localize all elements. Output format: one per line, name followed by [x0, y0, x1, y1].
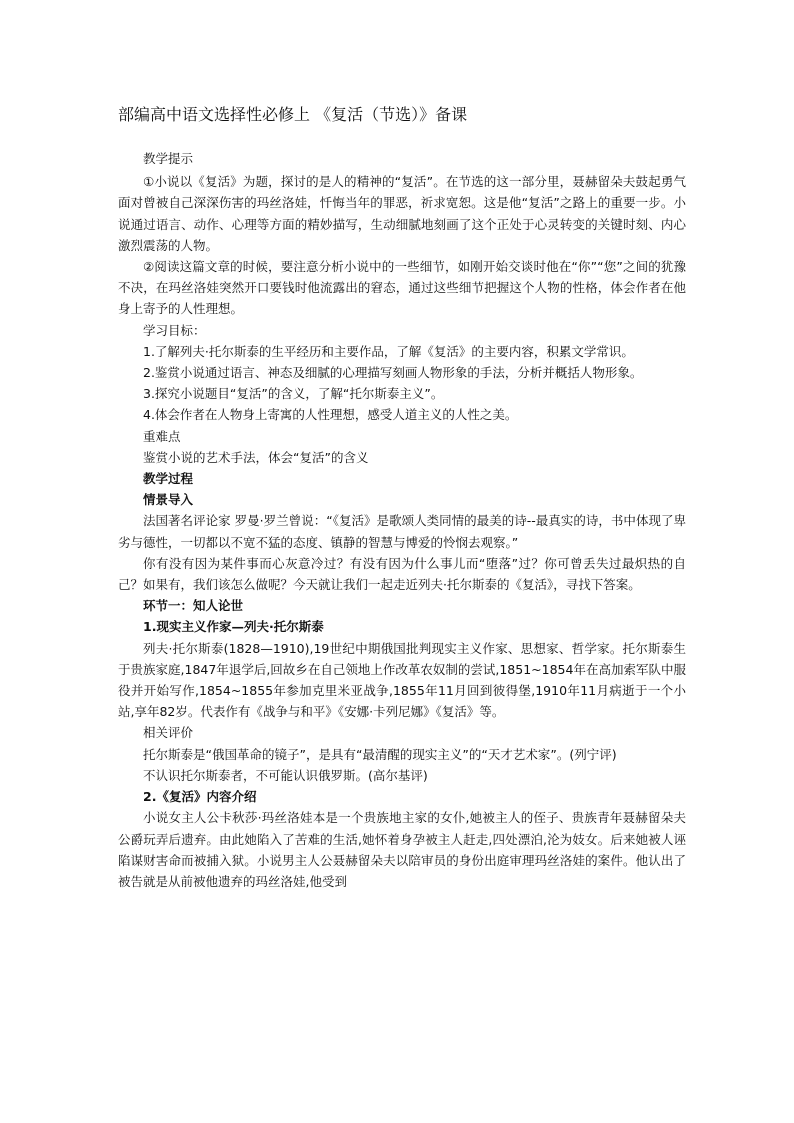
section-label-goals: 学习目标： — [143, 322, 206, 338]
goal-item-1: 1.了解列夫·托尔斯泰的生平经历和主要作品，了解《复活》的主要内容，积累文学常识。 — [143, 343, 634, 359]
tip-paragraph-1: ①小说以《复活》为题，探讨的是人的精神的“复活”。在节选的这一部分里，聂赫留朵夫鼓起勇气面对曾被自己深深伤害的玛丝洛娃，忏悔当年的罪恶，祈求宽恕。这是他“复活”之路上的重要一步。小说通过语言、动作、心理等方面的精妙描写，生动细腻地刻画了这个正处于心灵转变的关键时刻、内心激烈震荡的人物。 — [118, 174, 686, 253]
goal-item-3: 3.探究小说题目“复活”的含义，了解“托尔斯泰主义”。 — [143, 386, 444, 402]
section-label-intro: 情景导入 — [143, 492, 194, 508]
review-paragraph-2: 不认识托尔斯泰者，不可能认识俄罗斯。(高尔基评) — [143, 767, 428, 783]
intro-paragraph-2: 你有没有因为某件事而心灰意冷过？有没有因为什么事儿而“堕落”过？你可曾丢失过最炽热的自己？如果有，我们该怎么做呢？今天就让我们一起走近列夫·托尔斯泰的《复活》，寻找下答案。 — [118, 555, 686, 593]
author-paragraph: 列夫·托尔斯泰(1828—1910),19世纪中期俄国批判现实主义作家、思想家、哲学家。托尔斯泰生于贵族家庭,1847年退学后,回故乡在自己领地上作改革农奴制的尝试,1851~1854年在高加索军队中服役并开始写作,1854~1855年参加克里米亚战争,1855年11月回到彼得堡,1910年11月病逝于一个小站,享年82岁。代表作有《战争与和平》《安娜·卡列尼娜》《复活》等。 — [118, 640, 686, 720]
goal-item-2: 2.鉴赏小说通过语言、神态及细腻的心理描写刻画人物形象的手法，分析并概括人物形象。 — [143, 365, 643, 381]
tip-paragraph-2: ②阅读这篇文章的时候，要注意分析小说中的一些细节，如刚开始交谈时他在“你”“您”之间的犹豫不决，在玛丝洛娃突然开口要钱时他流露出的窘态，通过这些细节把握这个人物的性格，体会作者在他身上寄予的人性理想。 — [118, 259, 686, 317]
section-label-process: 教学过程 — [143, 471, 194, 487]
page-title: 部编高中语文选择性必修上 《复活（节选）》备课 — [118, 105, 468, 124]
review-paragraph-1: 托尔斯泰是“俄国革命的镜子”，是具有“最清醒的现实主义”的“天才艺术家”。(列宁评) — [143, 746, 617, 762]
author-heading: 1.现实主义作家—列夫·托尔斯泰 — [143, 619, 324, 635]
section-label-key: 重难点 — [143, 428, 181, 444]
section-label-step1: 环节一：知人论世 — [143, 598, 244, 614]
document-body — [118, 148, 686, 892]
intro-paragraph-1: 法国著名评论家 罗曼·罗兰曾说：“《复活》是歌颂人类同情的最美的诗--最真实的诗，书中体现了卑劣与德性，一切都以不宽不猛的态度、镇静的智慧与博爱的怜悯去观察。” — [118, 513, 686, 550]
content-paragraph: 小说女主人公卡秋莎·玛丝洛娃本是一个贵族地主家的女仆,她被主人的侄子、贵族青年聂赫留朵夫公爵玩弄后遗弃。由此她陷入了苦难的生活,她怀着身孕被主人赶走,四处漂泊,沦为妓女。后来她被人诬陷谋财害命而被捕入狱。小说男主人公聂赫留朵夫以陪审员的身份出庭审理玛丝洛娃的案件。他认出了被告就是从前被他遗弃的玛丝洛娃,他受到 — [118, 810, 686, 889]
key-text: 鉴赏小说的艺术手法，体会“复活”的含义 — [143, 449, 369, 465]
section-label-tips: 教学提示 — [143, 151, 194, 166]
goal-item-4: 4.体会作者在人物身上寄寓的人性理想，感受人道主义的人性之美。 — [143, 407, 518, 423]
section-label-review: 相关评价 — [143, 725, 194, 741]
content-heading: 2.《复活》内容介绍 — [143, 789, 257, 805]
